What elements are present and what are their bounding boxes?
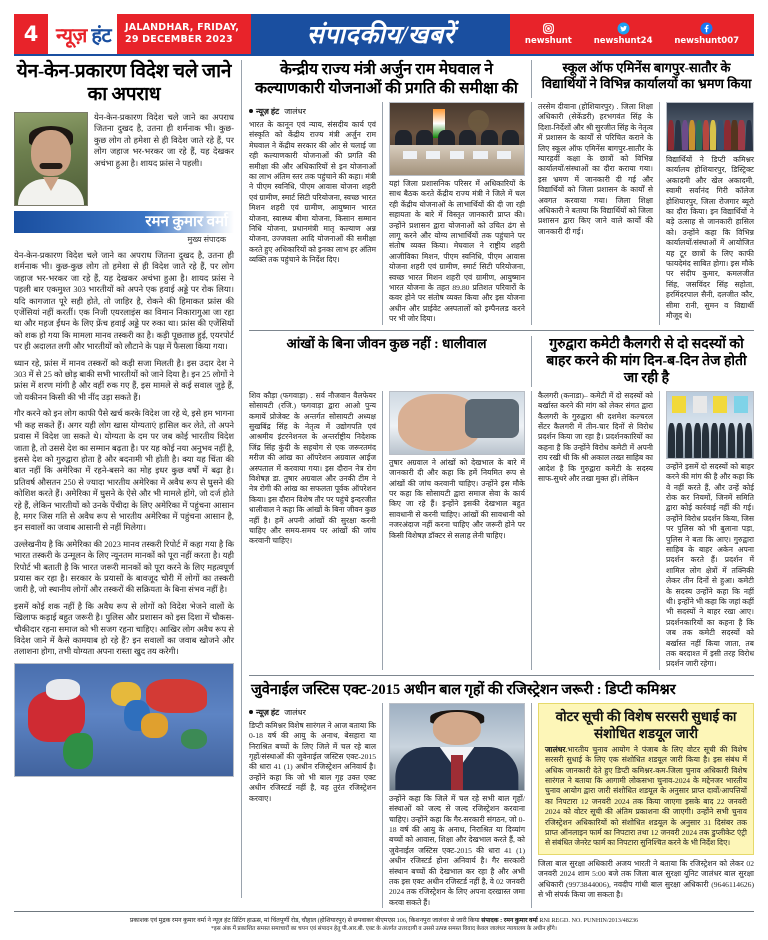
juvenile-paragraph: जिला बाल सुरक्षा अधिकारी अजय भारती ने बताया कि रजिस्ट्रेशन को लेकर 02 जनवरी 2024 शाम 5:00 बजे तक जिला बाल सुरक्षा यूनिट जालंधर बाल सुरक्षा अधिकारी (9973844006), नवदीप गांधी बाल सुरक्षा अधिकारी (9646114626) से भी संपर्क किया जा सकता है।	[538, 858, 754, 900]
juvenile-paragraph: उन्होंने कहा कि जिले में चल रहे सभी बाल गृहों/संस्थाओं को जल्द से जल्द रजिस्ट्रेशन करवाना चाहिए। उन्होंने कहा कि गैर-सरकारी संगठन, जो 0-18 वर्ष की आयु के अनाथ, निराश्रित या दिव्यांग बच्चों को आवास, शिक्षा और देखभाल करते हैं, को जुवेनाईल जस्टिस एक्ट-2015 की धारा 41 (1) अधीन रजिस्टर्ड होना अनिवार्य है। गैर सरकारी संस्थान बच्चों की देखभाल कर रहा है और अभी तक इस एक्ट अधीन रजिस्टर्ड नहीं है, वे 02 जनवरी 2024 तक रजिस्ट्रेशन के लिए अपना दरखास्त जमा करवा सकते हैं।	[389, 793, 525, 907]
dateline	[117, 14, 251, 54]
minister-story-headline: केन्द्रीय राज्य मंत्री अर्जुन राम मेघवाल ने कल्याणकारी योजनाओं की प्रगति की समीक्षा की	[255, 61, 518, 97]
footer-rni: RNI REGD. NO. PUNHIN/2013/48236	[539, 917, 639, 924]
editor-name: रमन कुमार वर्मा	[14, 211, 234, 233]
editor-designation: मुख्य संपादक	[187, 235, 226, 244]
students-group-photo	[666, 102, 754, 152]
eyes-paragraph: तुषार अग्रवाल ने आंखों को देखभाल के बारे में जानकारी दी और कहा कि हमें नियमित रूप से आंखों की जांच करवानी चाहिए। उन्होंने इस मौके पर कहा कि सोसायटी द्वारा समाज सेवा के कार्य किए जा रहे हैं। इन्होंने इसकी देखभाल बहुत सावधानी से करनी चाहिए। आंखों की सावधानी को नजरअंदाज नहीं करना चाहिए और जरूरी होने पर किसी विशेषज्ञ डॉक्टर से सलाह लेनी चाहिए।	[389, 457, 525, 540]
editorial-paragraph: ध्यान रहे, फ्रांस में मानव तस्करों को कड़ी सजा मिलती है। इस उदार देश ने 303 में से 25 को छोड़ बाकी सभी भारतीयों को जाने दिया है। इन 25 लोगों ने फ्रांस में शरण मांगी है और वहीं रुक गए हैं, इस मामले से कई सवाल जुड़े हैं, जो यकीनन किसी की भी नींद उड़ा सकते हैं।	[14, 358, 234, 402]
eyes-story-headline: आंखों के बिना जीवन कुछ नहीं : धालीवाल	[286, 335, 487, 351]
top-stories-row	[249, 102, 754, 325]
twitter-icon	[617, 22, 630, 35]
minister-meeting-photo	[389, 102, 525, 176]
voter-list-highlight-box	[538, 703, 754, 855]
name-placards	[398, 151, 516, 160]
footer-editor: संपादक : रमन कुमार वर्मा	[481, 917, 538, 924]
instagram-handle: newshunt	[524, 36, 572, 46]
protest-photo	[666, 391, 754, 459]
minister-byline-source: न्यूज़ हंट	[256, 107, 280, 116]
protest-placard	[734, 396, 748, 413]
editorial-paragraph: उल्लेखनीय है कि अमेरिका की 2023 मानव तस्करी रिपोर्ट में कहा गया है कि भारत तस्करी के उन्मूलन के लिए न्यूनतम मानकों को पूरा नहीं करता है। यही रिपोर्ट भी बताती है कि भारत जरूरी मानकों को पूरा करने के लिए महत्वपूर्ण प्रयास कर रहा है। सरकार के प्रयासों के बावजूद चोरी में लोगों का तस्करी जारी है, जो स्थानीय लोगों और तस्करों की सक्रियता के बिना संभव नहीं है।	[14, 539, 234, 595]
juvenile-byline	[249, 707, 376, 718]
dateline-line-2: 29 DECEMBER 2023	[125, 34, 233, 45]
page-body	[14, 60, 754, 907]
gurdwara-paragraph: कैलगरी (कनाडा)– कमेटी में दो सदस्यों को बर्खास्त करने की मांग को लेकर संगत द्वारा कैलगरी के गुरुद्वारा श्री दशमेश कल्चरल सेंटर कैलगरी में तीन-चार दिनों से विरोध प्रदर्शन किया जा रहा है। प्रदर्शनकारियों का कहना है कि उन्होंने विरोध कमेटी में अपनी राय रखी थी कि श्री अकाल तख्त साहिब का आदेश है कि गुरुद्वारा कमेटी के सदस्य साफ-सुथरे और तखा मुक्त हों। लेकिन	[538, 390, 653, 483]
section-divider	[249, 330, 754, 331]
minister-paragraph: भारत के कानून एवं न्याय, संसदीय कार्य एवं संस्कृति को केंद्रीय राज्य मंत्री अर्जुन राम मेघवाल ने केंद्रीय सरकार की ओर से चलाई जा रही कल्याणकारी योजनाओं की प्रगति की समीक्षा की और अधिकारियों से इन योजनाओं का लाभ अंतिम स्तर तक पहुंचाने की कहा। मंत्री ने पीएम स्वनिधि, पीएम आवास योजना शहरी एवं ग्रामीण, स्मार्ट सिटी परियोजना, स्वच्छ भारत मिशन शहरी एवं ग्रामीण, आयुष्मान भारत योजना, स्वास्थ्य बीमा योजना, किसान सम्मान निधि योजना, प्रधानमंत्री मातृ कल्याण अन्न योजना, उज्जवला आदि योजनाओं की समीक्षा करते हुए अधिकारियों को इनका लाभ हर अंतिम व्यक्ति तक पहुंचाने के निर्देश दिए।	[249, 120, 376, 265]
top-headline-row	[249, 60, 754, 98]
section-title: संपादकीय/खबरें	[251, 14, 510, 54]
news-columns	[242, 60, 754, 907]
bullet-icon	[249, 109, 253, 113]
dateline-line-1: JALANDHAR, FRIDAY,	[125, 22, 240, 33]
footer-publisher-info: प्रकाशक एवं मुद्रक रमन कुमार वर्मा ने न्यूज़ हंट प्रिंटिंग हाऊस, मां चिंतपूर्णी रोड, चौहाल (होशियारपुर) से छपवाकर बीएमएस 106, किशनपुरा जालंधर से जारी किया	[129, 917, 480, 924]
protest-placard	[713, 396, 727, 413]
juvenile-paragraph: डिप्टी कमिश्नर विशेष सारंगल ने आज बताया कि 0-18 वर्ष की आयु के अनाथ, बेसहारा या निराश्रित बच्चों के लिए जिले में चल रहे बाल गृहों/संस्थाओं की जुवेनाईल जस्टिस एक्ट-2015 की धारा 41 (1) अधीन रजिस्ट्रेशन अनिवार्य है। उन्होंने कहा कि जो भी बाल गृह उक्त एक्ट अधीन रजिस्टर्ड नहीं है, वह तुरंत रजिस्ट्रेशन करवाए।	[249, 720, 376, 803]
social-link-facebook[interactable]	[674, 22, 739, 46]
juvenile-story-headline: जुवेनाईल जस्टिस एक्ट-2015 अधीन बाल गृहों की रजिस्ट्रेशन जरूरी : डिप्टी कमिश्नर	[251, 681, 676, 698]
publication-logo[interactable]	[48, 14, 117, 54]
minister-byline	[249, 106, 376, 117]
instagram-icon	[542, 22, 555, 35]
gurdwara-paragraph: उन्होंने इसमें दो सदस्यों को बाहर करने की मांग की है और कहा कि वे नहीं करते हैं, और उन्हें कोई रोक कर नियमों, जिनमें समिति द्वारा कोई कार्रवाई नहीं की गई। उन्होंने विरोध प्रदर्शन किया, जिस पर पुलिस को भी बुलाना पड़ा, पुलिस ने बता कि आए। गुरुद्वारा साहिब के बाहर अकेन अपना प्रदर्शन करते हैं। प्रदर्शन में शामिल लोग क्षेत्रों में तक्निकी लेकर तीन दिनों से हुआ। कमेटी के सदस्य उन्होंने कहा कि नहीं थी। इन्होंने भी कहा कि जहां कहीं भी सदस्यों ने बाहर रखा आए। प्रदर्शनकारियों का कहना है कि जब तक कमेटी सदस्यों को बर्खास्त नहीं किया जाता, तब तक बरदाश्त में इसी तरह विरोध प्रदर्शन जारी रहेगा।	[666, 461, 754, 669]
school-paragraph: तरसेम दीवाना (होशियारपुर) . जिला शिक्षा अधिकारी (सेकेंडरी) हरभगवंत सिंह के दिशा-निर्देशों और श्री सुरजीत सिंह के नेतृत्व में प्रशासन के कार्यों से परिचित कराने के लिए स्कूल ऑफ एमिनेंस बागपुर-सातौर के ग्यारहवीं कक्षा के छात्रों को विभिन्न कार्यालयों/संस्थाओं का दौरा कराया गया। इस भ्रमण में जानकारी दी गई और विद्यार्थियों को जिला प्रशासन के कार्यों से अवगत करवाया गया। जिला शिक्षा अधिकारी ने बताया कि विद्यार्थियों को जिला प्रशासन द्वारा किए जाने वाले कार्यों की जानकारी दी गई।	[538, 102, 653, 236]
eye-examination-equipment	[465, 399, 519, 437]
school-paragraph: विद्यार्थियों ने डिप्टी कमिश्नर कार्यालय होशियारपुर, डिस्ट्रिक्ट अकादमी और खेल अकादमी, स्वामी सर्वानंद गिरी कॉलेज होशियारपुर, जिला रोजगार ब्यूरो का दौरा किया। इन विद्यार्थियों ने बड़े उत्साह से जानकारी हासिल को। उन्होंने कहा कि विभिन्न कार्यालयों/संस्थाओं में आयोजित यह टूर छात्रों के लिए काफी फायदेमंद साबित होगा। इस मौके पर संदीप कुमार, कमलजीत सिंह, जसविंदर सिंह सहोता, हरमिंदरपाल सैनी, दलजीत कौर, सीमा रानी, सुमन व विद्यार्थी मौजूद थे।	[666, 155, 754, 321]
bullet-icon	[249, 710, 253, 714]
voter-box-body: .भारतीय चुनाव आयोग ने पंजाब के लिए वोटर सूची की विशेष सरसरी सुधाई के लिए एक संशोधित शडयूल जारी किया है। इस संबंध में अधिक जानकारी देते हुए डिप्टी कमिश्नर-कम-जिला चुनाव अधिकारी विशेष सारंगल ने बताया कि आगामी लोकसभा चुनाव-2024 के मद्देनजर भारतीय चुनाव आयोग द्वारा जारी संशोधित शडयूल के अनुसार प्राप्त दावों/आपत्तियों का निपटारा 12 जनवरी 2024 तक किया जाएगा इसके बाद 22 जनवरी 2024 को वोटर सूची की अंतिम प्रकाशना की जाएगी। उन्होंने सभी चुनाव रजिस्ट्रेशन अधिकारियों को संशोधित शडयूल के अनुसार 31 दिसंबर तक प्राप्त ऑनलाइन फार्म का निपटारा तथा 12 जनवरी 2024 तक डुप्लीकेट एंट्री से संबंधित जेनरेट फार्म का निपटारा सुनिश्चित करने के भी निर्देश दिए।	[545, 744, 747, 848]
eye-checkup-photo	[389, 391, 525, 455]
officer-head	[433, 712, 481, 745]
protest-placard	[672, 396, 686, 413]
conference-table	[390, 145, 524, 175]
eyes-paragraph: शिव कौड़ा (फगवाड़ा) . सर्व नौजवान वैलफेयर सोसायटी (रजि.) फगवाड़ा द्वारा आओ पुन्य कमायें प्रोजेक्ट के अन्तर्गत सोसायटी अध्यक्ष सुखबिंद्र सिंह के नेतृत्व में उद्योगपति एवं आश्रमीय इंटरनेशनल के अन्तर्राष्ट्रीय निदेशक जिंद्र सिंह कुंदी के सहयोग से एक जरूरतमंद मरीज की आंख का ऑपरेशन अग्रवाल आईज अस्पताल में करवाया गया। इस दौरान नेत्र रोग विशेषज्ञ डा. तुषार अग्रवाल और उनकी टीम ने नेत्र रोगी की आंख का सफलता पूर्वक ऑपरेशन किया। इस दौरान विशेष तौर पर पहुंचे इन्दरजीत धालीवाल ने कहा कि आंखों के बिना जीवन कुछ नहीं है। हमें अपनी आंखों की सुरक्षा करनी चाहिए और समय-समय पर आंखों की जांच करवानी चाहिए।	[249, 390, 376, 546]
social-link-twitter[interactable]	[594, 22, 653, 46]
footer-line-2: *इस अंक में प्रकाशित समस्त समाचारों का चयन एवं संपादन हेतु पी.आर.बी. एक्ट के अंतर्गत उत्तरदायी व उससे उत्पन्न समस्त विवाद केवल जालंधर न्यायालय के अधीन होंगे।	[211, 926, 557, 932]
editorial-paragraph: इसमें कोई शक नहीं है कि अवैध रूप से लोगों को विदेश भेजने वालों के खिलाफ कड़ाई बहुत जरूरी है। पुलिस और प्रशासन को इस दिशा में चौकस-चौकीदार रहना समाज को भी सजग रहना चाहिए। आखिर लोग अवैध रूप से विदेश जाने में कैसे कामयाब हो रहे हैं? इन सवालों का जवाब खोजने और तलाशना होगा, तभी योग्यता अपना रास्ता खुद तय करेगी।	[14, 601, 234, 657]
page-number: 4	[14, 14, 48, 54]
voter-box-text	[545, 745, 747, 849]
world-map-photo	[14, 663, 234, 777]
protest-placard	[693, 396, 707, 413]
section-divider	[249, 675, 754, 676]
social-handles-bar	[510, 14, 754, 54]
portrait-moustache	[40, 163, 63, 169]
students-row	[668, 109, 752, 150]
editorial-column	[14, 60, 242, 898]
voter-box-headline: वोटर सूची की विशेष सरसरी सुधाई का संशोधित शडयूल जारी	[555, 708, 737, 741]
juvenile-byline-place: जालंधर	[284, 707, 306, 717]
middle-headline-row	[249, 336, 754, 387]
juvenile-byline-source: न्यूज़ हंट	[256, 707, 280, 717]
middle-stories-row	[249, 391, 754, 670]
logo-second-word: हंट	[91, 24, 112, 47]
editorial-paragraph: गौर करने को इन लोग काफी पैसे खर्च करके विदेश जा रहे थे, इसे हम भागना भी कह सकते हैं। अगर यही लोग खास योग्यताएं हासिल कर लेते, तो अपने प्रवास में विदेश जा सकते थे। योग्यता के दम पर जब कोई भारतीय विदेश जाता है, तो उससे देश का सम्मान बढ़ता है। पर यह कोई नया अनुभव नहीं है, इससे देश को गुरुद्वारा होता है और बदनामी भी होती है। क्या यह चिंता की बात नहीं कि अमेरिका में रहने-बसने का मोह इधर कुछ वर्षों में बढ़ा है। प्रतिवर्ष औसतन 250 से ज्यादा भारतीय अमेरिका में अवैध रूप से घुसने की कोशिश करते हैं। अमेरिका में घुसने के ऐसे और भी मामले होंगे, जो दर्ज होते रहे हैं, लेकिन भारतीयों को उनके पेंचीदा के लिए अमेरिका में पहुंचना आसान है, मगर जिस गति से अवैध रूप से भारतीय अमेरिका में पहुंचना आसान है, इन सवालों का जवाब आसानी से नहीं मिलेगा।	[14, 409, 234, 533]
logo-text	[56, 21, 111, 48]
twitter-handle: newshunt24	[593, 36, 653, 46]
deputy-commissioner-photo	[389, 703, 525, 791]
footer-line-1	[14, 916, 754, 925]
editorial-headline: येन-केन-प्रकारण विदेश चले जाने का अपराध	[16, 61, 232, 105]
editor-portrait-photo	[14, 112, 88, 206]
facebook-handle: newshunt007	[674, 36, 740, 46]
facebook-icon	[700, 22, 713, 35]
editorial-intro: येन-केन-प्रकारण विदेश चले जाने का अपराध जितना दुखद है, उतना ही शर्मनाक भी। कुछ-कुछ लोग तो हमेशा से ही विदेश जाते रहे हैं, पर लोग जहाज भर-भरकर जा रहे हैं, यह देखकर अचंभा हुआ है। शायद फ्रांस ने पहली।	[94, 113, 234, 168]
logo-first-word: न्यूज़	[56, 24, 87, 47]
gurdwara-story-headline: गुरुद्वारा कमेटी कैलगरी से दो सदस्यों को बाहर करने की मांग दिन-ब-दिन तेज होती जा रही है	[546, 336, 747, 386]
minister-paragraph: यहां जिला प्रशासनिक परिसर में अधिकारियों के साथ बैठक करते केंद्रीय राज्य मंत्री ने जिले में चल रही केंद्रीय योजनाओं के लाभार्थियों की दी जा रही सहायता के बारे में विस्तृत जानकारी प्राप्त की। उन्होंने प्रशासन द्वारा योजनाओं को उचित ढंग से लागू करने और योग्य लाभार्थियों तक पहुंचाने पर संतोष व्यक्त किया। मेघवाल ने राष्ट्रीय शहरी आजीविका मिशन, पीएम स्वनिधि, पीएम आवास योजना शहरी एवं ग्रामीण, स्मार्ट सिटी परियोजना, स्वच्छ भारत मिशन शहरी एवं ग्रामीण, आयुष्मान भारत योजना के तहत 89.80 प्रतिशत परिवारों के कवर होने पर संतोष व्यक्त किया और इस योजना अधीन और प्राईवेट अस्पतालों को इम्पैनलड करने पर भी जोर दिया।	[389, 179, 525, 324]
masthead	[14, 14, 754, 56]
portrait-head	[31, 130, 71, 176]
minister-byline-place: जालंधर	[284, 107, 306, 116]
school-story-headline: स्कूल ऑफ एमिनेंस बागपुर-सातौर के विद्यार्थियों ने विभिन्न कार्यालयों का भ्रमण किया	[541, 60, 752, 91]
bottom-stories-row	[249, 703, 754, 908]
social-link-instagram[interactable]	[525, 22, 572, 46]
voter-box-lead: जालंधर	[545, 744, 566, 754]
editorial-paragraph: येन-केन-प्रकारण विदेश चले जाने का अपराध जितना दुखद है, उतना ही शर्मनाक भी। कुछ-कुछ लोग तो हमेशा से ही विदेश जाते रहे हैं, पर लोग जहाज भर-भरकर जा रहे हैं, यह देखकर अचंभा हुआ है। शायद फ्रांस ने पहली बार एकमुश्त 303 भारतीयों को अपने एक हवाई अड्डे पर रोक लिया। यदि कागजात पूरे सही होते, तो जाहिर है, रोकने की हिमाकत फ्रांस की एजेंसियां नहीं करतीं। एक निजी एयरलाइंस का विमान निकारागुआ जा रहा था और महज ईंधन के लिए फ्रेंच हवाई अड्डे पर रुका था। फ्रांस की एजेंसियों को शक हो गया कि मामला मानव तस्करी का है। कड़ी पूछताछ हुई, एयरपोर्ट पर ही अदालत लगी और भारतीयों को लौटाने के पक्ष में फैसला किया गया।	[14, 251, 234, 352]
protesters-crowd	[667, 414, 753, 458]
officer-tie	[451, 755, 463, 789]
column-grid	[14, 60, 754, 907]
footer-imprint	[14, 911, 754, 934]
